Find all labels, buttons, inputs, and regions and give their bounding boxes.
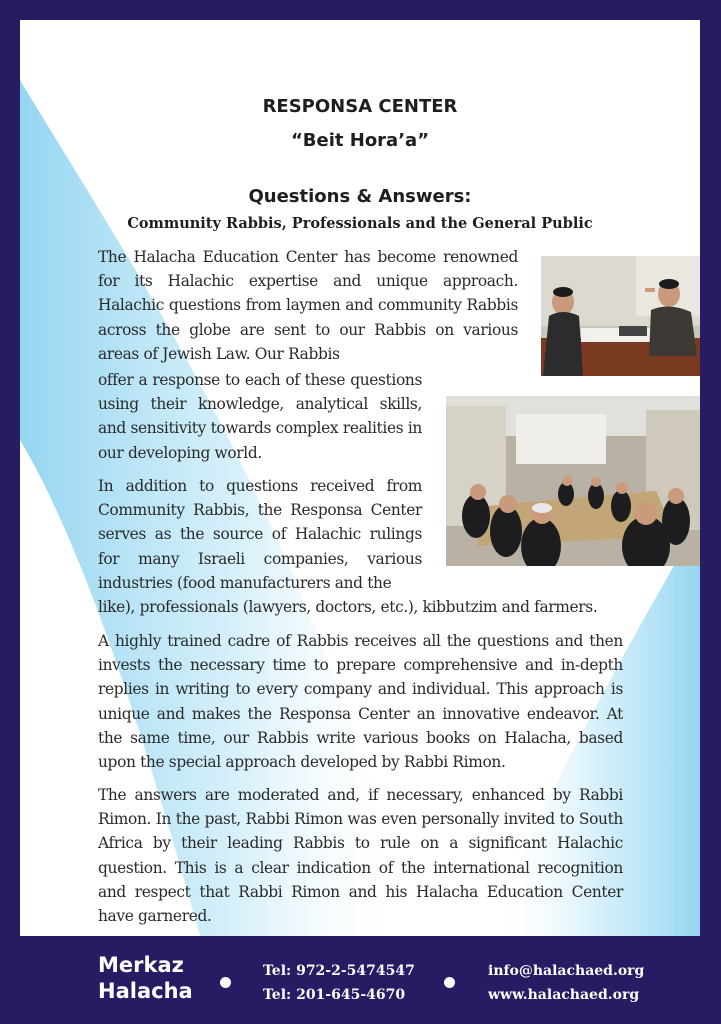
website-link[interactable]: www.halachaed.org bbox=[488, 987, 640, 1003]
paragraph-additional-questions: In addition to questions received from Community Rabbis, the Responsa Center serves as the source of Halachic rulings for many Israeli companies, various industries (food manufacturers and the bbox=[98, 477, 422, 592]
paragraph-moderation: The answers are moderated and, if necessary, enhanced by Rabbi Rimon. In the past, Rabbi Rimon was even personally invited to South Africa by their leading Rabbis to rule on a significant Halachic question. This is a clear indication of the international recognition and respect that Rabbi Rimon and his Halacha Education Center have garnered. bbox=[98, 786, 623, 926]
paragraph-rabbis-cadre: A highly trained cadre of Rabbis receives all the questions and then invests the necessary time to prepare comprehensive and in-depth replies in writing to every company and individual. This approach is unique and makes the Responsa Center an innovative endeavor. At the same time, our Rabbis write various books on Halacha, based upon the special approach developed by Rabbi Rimon. bbox=[98, 632, 623, 772]
email-link[interactable]: info@halachaed.org bbox=[488, 963, 645, 979]
page-sheet bbox=[20, 20, 700, 936]
phone-israel: Tel: 972-2-5474547 bbox=[263, 963, 415, 979]
paragraph-additional-questions-end: like), professionals (lawyers, doctors, etc.), kibbutzim and farmers. bbox=[98, 598, 598, 616]
rabbis-discussion-photo bbox=[541, 256, 700, 376]
section-title: Questions & Answers: bbox=[248, 186, 472, 207]
web-contacts bbox=[488, 959, 644, 1007]
rabbis-group-study-photo bbox=[446, 396, 700, 566]
paragraph-intro: The Halacha Education Center has become renowned for its Halachic expertise and unique approach. Halachic questions from laymen and community Rabbis across the globe are sent to our Rabbis on various areas of Jewish Law. Our Rabbis bbox=[98, 248, 518, 363]
page-title-hebrew-name: “Beit Hora’a” bbox=[290, 130, 430, 151]
paragraph-intro-continued: offer a response to each of these questions using their knowledge, analytical skills, and sensitivity towards complex realities in our developing world. bbox=[98, 371, 422, 462]
merkaz-halacha-logo bbox=[98, 952, 193, 1004]
bullet-dot-icon bbox=[220, 977, 231, 988]
logo-line-1: Merkaz bbox=[98, 953, 184, 977]
phone-us: Tel: 201-645-4670 bbox=[263, 987, 406, 1003]
logo-line-2: Halacha bbox=[98, 979, 193, 1003]
section-subtitle: Community Rabbis, Professionals and the General Public bbox=[127, 215, 593, 232]
bullet-dot-icon bbox=[444, 977, 455, 988]
page-title: RESPONSA CENTER bbox=[262, 96, 458, 117]
phone-contacts bbox=[263, 959, 415, 1007]
